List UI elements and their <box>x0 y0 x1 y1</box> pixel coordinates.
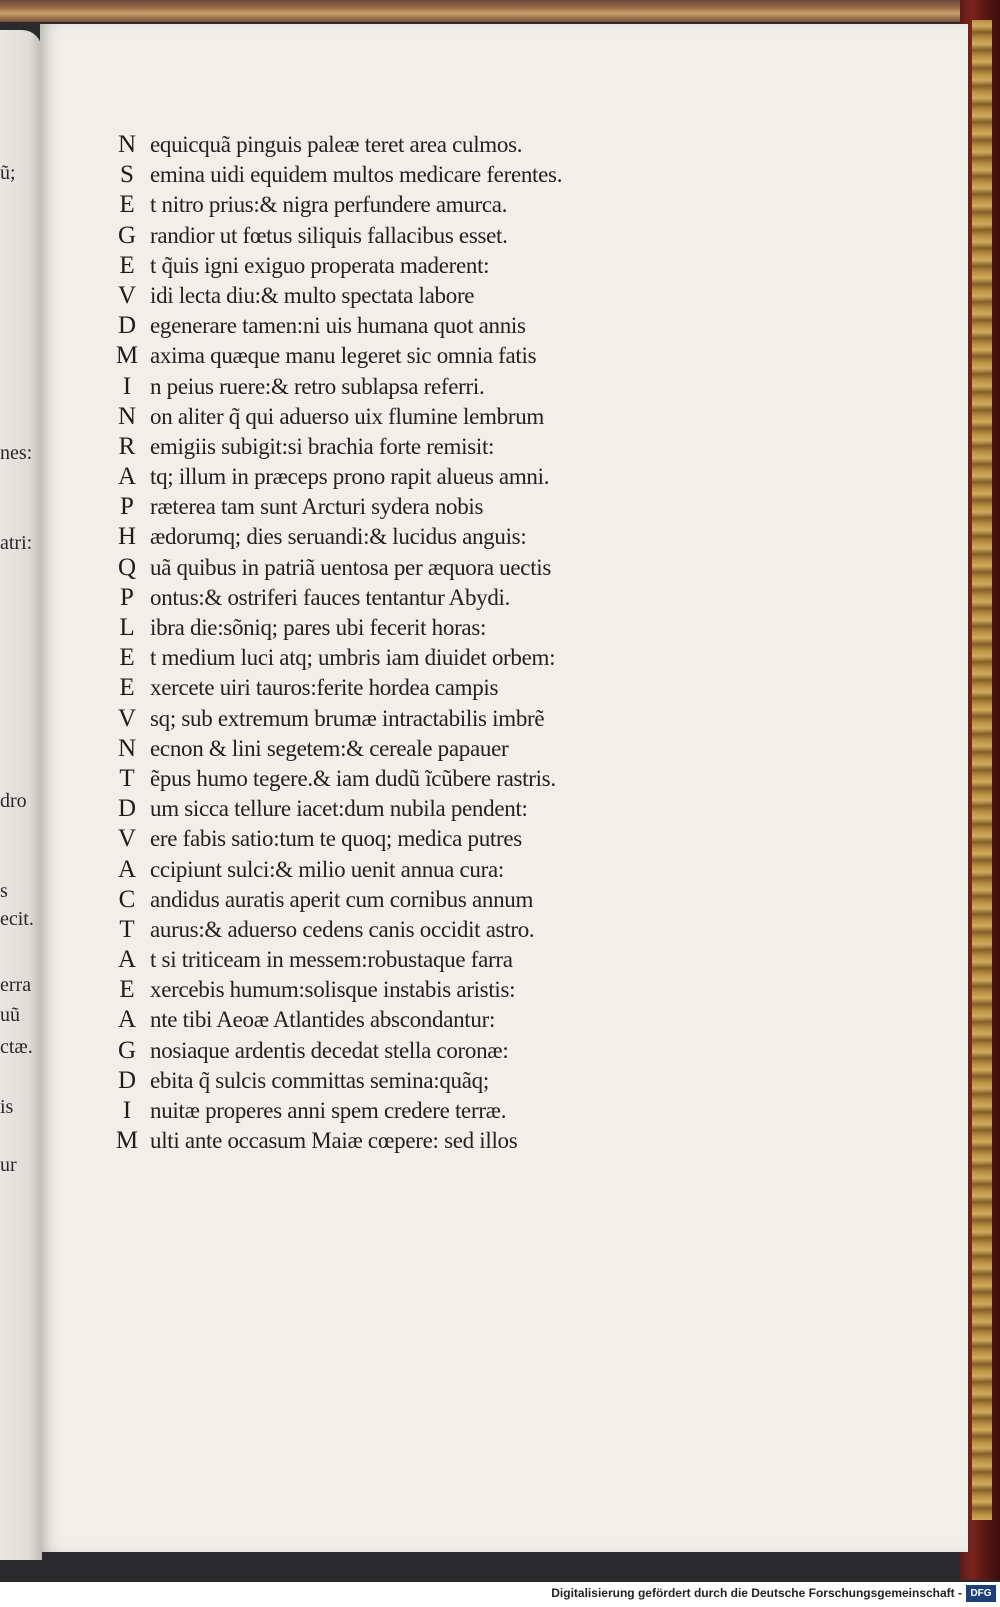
verse-line <box>110 190 670 220</box>
facing-page-fragment: ur <box>0 1154 17 1176</box>
verse-line <box>110 432 670 462</box>
verse-text: randior ut fœtus siliquis fallacibus esset. <box>150 222 508 248</box>
verse-text: axima quæque manu legeret sic omnia fatis <box>150 343 537 369</box>
verse-text: ccipiunt sulci:& milio uenit annua cura: <box>150 856 504 882</box>
verse-text: nuitæ properes anni spem credere terræ. <box>150 1098 507 1123</box>
verse-line <box>110 372 670 402</box>
verse-text: ontus:& ostriferi fauces tentantur Abydi. <box>150 584 511 610</box>
gold-tooled-border <box>972 20 992 1520</box>
verse-text: andidus auratis aperit cum cornibus annum <box>150 886 534 912</box>
credit-footer <box>0 1582 1000 1607</box>
facing-page-fragment: s <box>0 880 8 902</box>
verse-initial: A <box>117 1006 137 1034</box>
verse-initial: G <box>117 1036 137 1064</box>
verse-initial: A <box>117 463 137 491</box>
verse-initial: D <box>117 312 137 340</box>
verse-line <box>110 734 670 764</box>
verse-initial: G <box>117 221 137 249</box>
verse-initial: T <box>119 764 135 792</box>
verse-line <box>110 885 670 915</box>
verse-initial: M <box>115 1127 139 1155</box>
verse-line <box>110 704 670 734</box>
verse-initial: D <box>117 795 137 823</box>
verse-text: nosiaque ardentis decedat stella coronæ: <box>150 1037 509 1063</box>
verse-text: t medium luci atq; umbris iam diuidet orbem: <box>150 645 556 671</box>
verse-line <box>110 1036 670 1066</box>
verse-text: ræterea tam sunt Arcturi sydera nobis <box>150 494 484 520</box>
verse-initial: N <box>117 402 137 430</box>
verse-text: t si triticeam in messem:robustaque farra <box>150 947 513 973</box>
verse-line <box>110 975 670 1005</box>
verse-text: emina uidi equidem multos medicare ferentes. <box>150 162 563 188</box>
verse-line <box>110 1096 670 1126</box>
verse-initial: E <box>119 251 135 279</box>
verse-line <box>110 522 670 552</box>
facing-page-fragment: is <box>0 1096 14 1118</box>
verse-text: t nitro prius:& nigra perfundere amurca. <box>150 192 508 218</box>
verse-initial: C <box>118 885 136 913</box>
verse-text: sq; sub extremum brumæ intractabilis imbrẽ <box>150 705 545 731</box>
verse-text: ecnon & lini segetem:& cereale papauer <box>150 735 509 761</box>
verse-text: ebita q̃ sulcis committas semina:quãq; <box>150 1067 489 1093</box>
verse-text: nte tibi Aeoæ Atlantides abscondantur: <box>150 1007 496 1033</box>
verse-initial: V <box>117 281 137 309</box>
verse-initial: M <box>115 342 139 370</box>
verse-initial: N <box>117 131 137 158</box>
verse-text: xercebis humum:solisque instabis aristis: <box>150 977 516 1003</box>
facing-page-fragment: uũ <box>0 1004 20 1026</box>
facing-page-fragment: ecit. <box>0 908 34 930</box>
verse-text: egenerare tamen:ni uis humana quot annis <box>150 313 526 339</box>
verse-text: ere fabis satio:tum te quoq; medica putres <box>150 826 522 852</box>
verse-line <box>110 281 670 311</box>
verse-initial: I <box>122 372 132 400</box>
verse-line <box>110 764 670 794</box>
facing-page-fragment: dro <box>0 790 27 812</box>
verse-initial: Q <box>117 553 137 581</box>
verse-text: emigiis subigit:si brachia forte remisit: <box>150 433 495 459</box>
verse-line <box>110 673 670 703</box>
verse-text: xercete uiri tauros:ferite hordea campis <box>150 675 499 701</box>
verse-initial: E <box>119 644 135 672</box>
facing-page-fragment: atri: <box>0 532 33 554</box>
verse-initial: A <box>117 946 137 974</box>
verse-initial: L <box>119 614 135 641</box>
verse-line <box>110 613 670 643</box>
dfg-logo: DFG <box>966 1585 996 1602</box>
verse-text: idi lecta diu:& multo spectata labore <box>150 282 475 308</box>
facing-page-fragment: ctæ. <box>0 1036 33 1058</box>
verse-text: tq; illum in præceps prono rapit alueus amni. <box>150 464 550 490</box>
verse-block <box>110 130 670 1156</box>
facing-page-margin <box>0 30 42 1560</box>
verse-initial: D <box>117 1066 137 1094</box>
verse-text: ibra die:sõniq; pares ubi fecerit horas: <box>150 615 487 640</box>
verse-initial: E <box>119 976 135 1004</box>
verse-initial: T <box>119 915 135 943</box>
verse-initial: H <box>117 523 137 551</box>
verse-text: um sicca tellure iacet:dum nubila pendent: <box>150 796 528 822</box>
verse-line <box>110 583 670 613</box>
verse-initial: P <box>120 493 134 521</box>
verse-line <box>110 160 670 190</box>
verse-initial: V <box>117 825 137 853</box>
facing-page-fragment: ũ; <box>0 162 16 184</box>
funding-credit: Digitalisierung gefördert durch die Deutsche Forschungsgemeinschaft - <box>551 1586 962 1600</box>
verse-initial: P <box>120 583 134 611</box>
gilt-edge-top <box>0 0 980 22</box>
verse-initial: I <box>122 1097 132 1124</box>
verse-text: equicquã pinguis paleæ teret area culmos. <box>150 132 523 157</box>
verse-text: ulti ante occasum Maiæ cœpere: sed illos <box>150 1128 518 1154</box>
verse-line <box>110 1066 670 1096</box>
verse-line <box>110 643 670 673</box>
verse-line <box>110 402 670 432</box>
verse-initial: R <box>118 432 136 460</box>
verse-initial: S <box>120 161 134 189</box>
facing-page-fragment: nes: <box>0 442 33 464</box>
verse-line <box>110 492 670 522</box>
verse-initial: E <box>119 674 135 702</box>
verse-line <box>110 221 670 251</box>
verse-line <box>110 311 670 341</box>
verse-initial: A <box>117 855 137 883</box>
verse-line <box>110 945 670 975</box>
verse-line <box>110 824 670 854</box>
verse-initial: V <box>117 704 137 732</box>
verse-text: uã quibus in patriã uentosa per æquora uectis <box>150 554 552 580</box>
verse-line <box>110 794 670 824</box>
verse-line <box>110 462 670 492</box>
verse-initial: N <box>117 734 137 762</box>
facing-page-fragment: erra <box>0 974 32 996</box>
verse-line <box>110 1005 670 1035</box>
verse-text: n peius ruere:& retro sublapsa referri. <box>150 373 485 399</box>
verse-text: ẽpus humo tegere.& iam dudũ ĩcũbere rastris. <box>150 765 556 791</box>
verse-line <box>110 341 670 371</box>
verse-line <box>110 130 670 160</box>
verse-line <box>110 1126 670 1156</box>
verse-line <box>110 915 670 945</box>
verse-line <box>110 855 670 885</box>
verse-text: aurus:& aduerso cedens canis occidit astro. <box>150 916 535 942</box>
verse-line <box>110 251 670 281</box>
verse-text: on aliter q̃ qui aduerso uix flumine lembrum <box>150 403 544 429</box>
verse-initial: E <box>119 191 135 219</box>
verse-line <box>110 553 670 583</box>
verse-text: ædorumq; dies seruandi:& lucidus anguis: <box>150 524 527 550</box>
verse-text: t q̃uis igni exiguo properata maderent: <box>150 252 490 278</box>
